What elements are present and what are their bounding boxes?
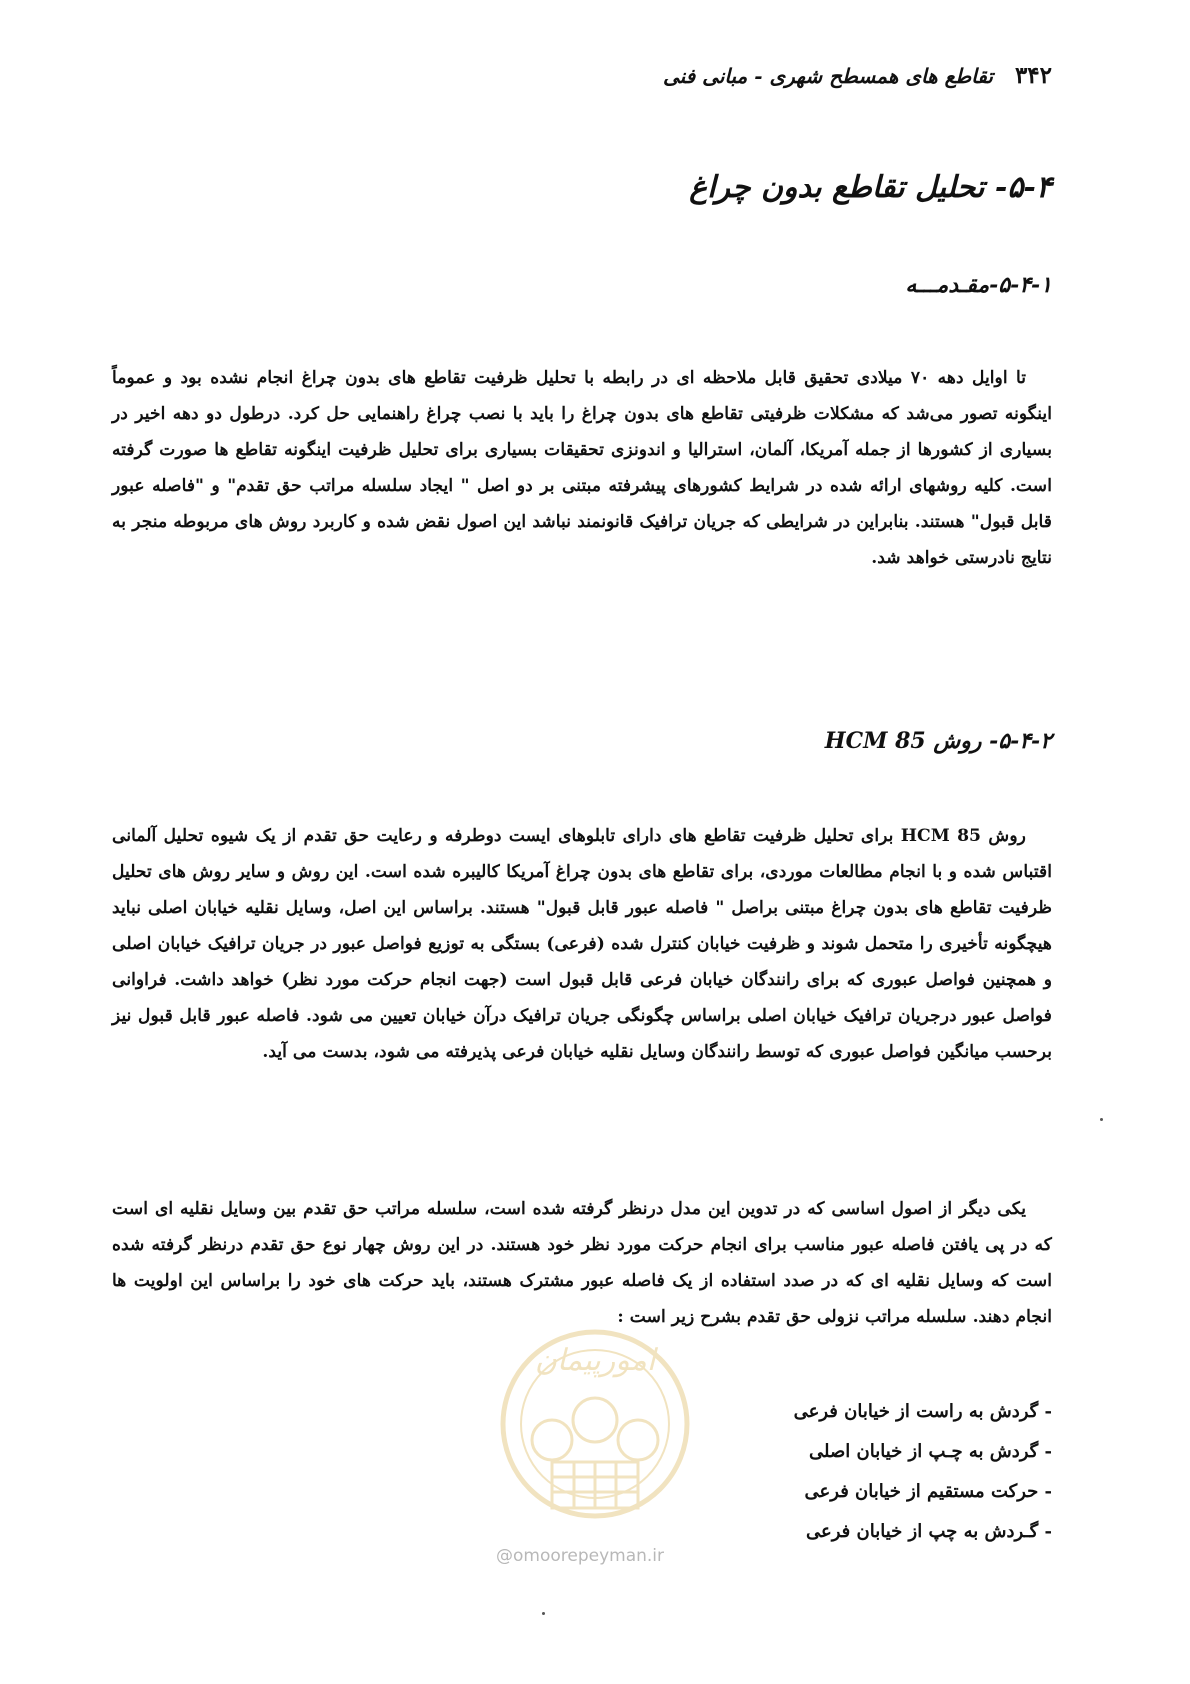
list-item: - گـردش به چپ از خیابان فرعی — [805, 1521, 1052, 1542]
watermark-seal-icon — [490, 1312, 700, 1582]
list-item: - گردش به راست از خیابان فرعی — [793, 1401, 1052, 1422]
priority-list — [794, 1392, 1052, 1552]
hcm85-paragraph-start: روش — [981, 826, 1026, 846]
watermark-text: امورپیمان — [534, 1343, 656, 1378]
stray-dot — [1100, 1118, 1103, 1121]
subsection-heading-latin: HCM 85 — [824, 728, 926, 754]
running-title: تقاطع های همسطح شهری - مبانی فنی — [662, 64, 993, 88]
subsection-heading-hcm85 — [825, 728, 1052, 754]
subsection-heading-introduction: ۵-۴-۱-مقـدمـــه — [905, 272, 1052, 298]
list-item: - گردش به چـپ از خیابان اصلی — [809, 1441, 1052, 1462]
introduction-paragraph: تا اوایل دهه ۷۰ میلادی تحقیق قابل ملاحظه ای در رابطه با تحلیل ظرفیت تقاطع های بدون چراغ انجام نشده بود و عموماً اینگونه تصور می‌شد که مشکلات ظرفیتی تقاطع های بدون چراغ را باید با نصب چراغ راهنمایی حل کرد. درطول دو دهه اخیر در بسیاری از کشورها از جمله آمریکا، آلمان، استرالیا و اندونزی تحقیقات بسیاری برای تحلیل ظرفیت اینگونه تقاطع ها صورت گرفته است. کلیه روشهای ارائه شده در شرایط کشورهای پیشرفته مبتنی بر دو اصل " ایجاد سلسله مراتب حق تقدم" و "فاصله عبور قابل قبول" هستند. بنابراین در شرایطی که جریان ترافیک قانونمند نباشد این اصول نقض شده و کاربرد روش های مربوطه منجر به نتایج نادرستی خواهد شد. — [112, 368, 1052, 568]
hcm85-paragraph-latin: HCM 85 — [900, 826, 982, 846]
section-heading: ۵-۴- تحلیل تقاطع بدون چراغ — [689, 170, 1052, 205]
list-item: - حرکت مستقیم از خیابان فرعی — [804, 1481, 1052, 1502]
subsection-heading-text: ۵-۴-۲- روش — [925, 728, 1052, 754]
priority-paragraph: یکی دیگر از اصول اساسی که در تدوین این مدل درنظر گرفته شده است، سلسله مراتب حق تقدم بین وسایل نقلیه ای است که در پی یافتن فاصله عبور مناسب برای انجام حرکت مورد نظر خود هستند. در این روش چهار نوع حق تقدم درنظر گرفته شده است که وسایل نقلیه ای که در صدد استفاده از یک فاصله عبور مشترک هستند، باید حرکت های خود را براساس این اولویت ها انجام دهند. سلسله مراتب نزولی حق تقدم بشرح زیر است : — [112, 1199, 1052, 1327]
page-header — [560, 62, 1052, 89]
stray-dot — [542, 1612, 545, 1615]
hcm85-paragraph-rest: برای تحلیل ظرفیت تقاطع های دارای تابلوهای ایست دوطرفه و رعایت حق تقدم از یک شیوه تحلیل آلمانی اقتباس شده و با انجام مطالعات موردی، برای تقاطع های بدون چراغ آمریکا کالیبره شده است. این روش و سایر روش های تحلیل ظرفیت تقاطع های بدون چراغ مبتنی براصل " فاصله عبور قابل قبول" هستند. براساس این اصل، وسایل نقلیه خیابان اصلی نباید هیچگونه تأخیری را متحمل شوند و ظرفیت خیابان کنترل شده (فرعی) بستگی به توزیع فواصل عبور در جریان ترافیک خیابان اصلی و همچنین فواصل عبوری که برای رانندگان خیابان فرعی قابل قبول است (جهت انجام حرکت مورد نظر) خواهد داشت. فراوانی فواصل عبور درجریان ترافیک خیابان اصلی براساس چگونگی جریان ترافیک درآن خیابان تعیین می شود. فاصله عبور قابل قبول نیز برحسب میانگین فواصل عبوری که توسط رانندگان وسایل نقلیه خیابان فرعی پذیرفته می شود، بدست می آید. — [112, 826, 1052, 1062]
page-number: ۳۴۲ — [1014, 62, 1052, 89]
hcm85-paragraph — [112, 818, 1052, 1070]
watermark-caption: @omoorepeyman.ir — [496, 1546, 665, 1566]
